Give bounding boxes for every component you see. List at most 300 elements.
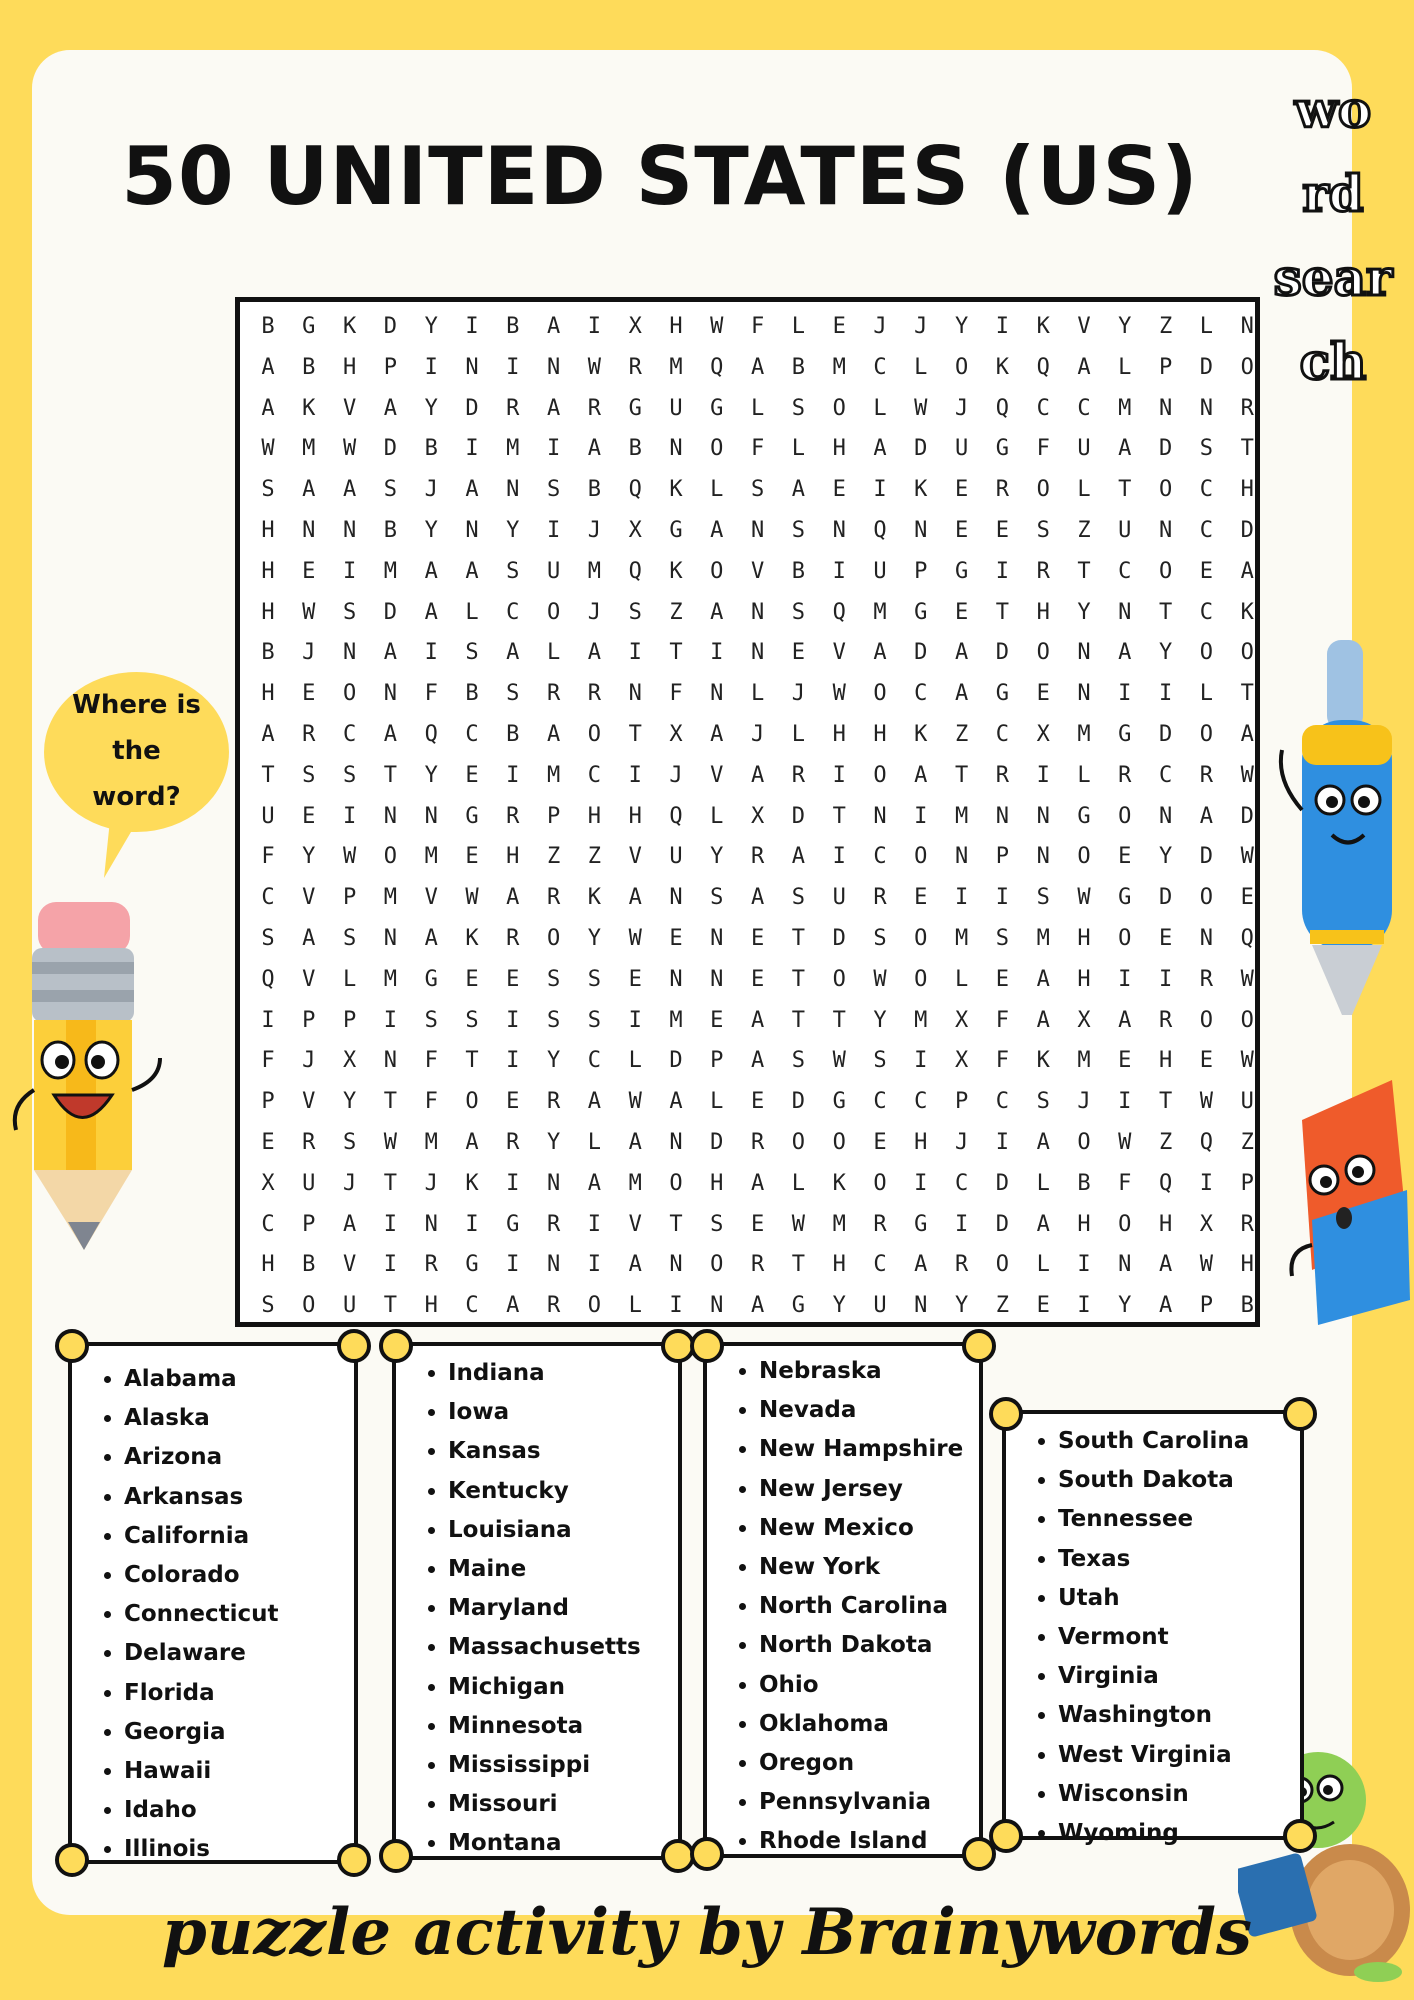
grid-cell[interactable]: T [261,762,275,788]
grid-cell[interactable]: R [1240,395,1254,421]
grid-cell[interactable]: I [995,1130,1010,1155]
grid-cell[interactable]: I [546,436,561,462]
grid-cell[interactable]: A [342,1211,357,1237]
grid-cell[interactable]: S [261,477,275,503]
grid-cell[interactable]: D [995,640,1010,666]
grid-cell[interactable]: S [587,966,602,992]
grid-cell[interactable]: E [1118,1048,1132,1074]
grid-cell[interactable]: A [587,436,602,462]
grid-cell[interactable]: D [791,1089,806,1115]
grid-cell[interactable]: R [873,885,887,911]
grid-cell[interactable]: N [1118,1252,1132,1278]
grid-cell[interactable]: L [750,395,765,421]
grid-cell[interactable]: A [750,1293,765,1319]
grid-cell[interactable]: Y [424,762,438,788]
grid-cell[interactable]: T [383,1293,398,1319]
grid-cell[interactable]: E [1158,926,1173,951]
grid-cell[interactable]: H [261,558,275,584]
grid-cell[interactable]: I [1199,1170,1214,1196]
grid-cell[interactable]: O [873,681,887,707]
grid-cell[interactable]: N [914,1293,928,1319]
grid-cell[interactable]: R [1118,762,1132,788]
grid-cell[interactable]: Z [587,844,602,870]
grid-cell[interactable]: G [424,966,438,992]
grid-cell[interactable]: A [383,395,398,421]
grid-cell[interactable]: L [342,966,357,992]
grid-cell[interactable]: G [914,1211,928,1237]
grid-cell[interactable]: H [710,1170,724,1196]
grid-cell[interactable]: A [546,722,561,747]
grid-cell[interactable]: A [628,1130,642,1155]
grid-cell[interactable]: A [1240,722,1254,747]
grid-cell[interactable]: K [914,722,928,747]
grid-cell[interactable]: V [302,1089,316,1115]
grid-cell[interactable]: G [710,395,724,421]
grid-cell[interactable]: E [1036,1293,1050,1319]
grid-cell[interactable]: X [628,518,642,543]
grid-cell[interactable]: A [628,1252,642,1278]
grid-cell[interactable]: H [424,1293,438,1319]
grid-cell[interactable]: A [1158,1293,1173,1319]
grid-cell[interactable]: E [710,1007,724,1033]
grid-cell[interactable]: H [1036,599,1050,625]
grid-cell[interactable]: R [424,1252,438,1278]
grid-cell[interactable]: O [995,1252,1010,1278]
grid-cell[interactable]: A [1118,436,1132,462]
grid-cell[interactable]: W [587,354,602,380]
grid-cell[interactable]: T [995,599,1010,625]
grid-cell[interactable]: Y [1158,640,1173,666]
grid-cell[interactable]: Z [954,722,969,747]
grid-cell[interactable]: N [873,803,887,829]
grid-cell[interactable]: O [914,844,928,870]
grid-cell[interactable]: V [342,395,357,421]
grid-cell[interactable]: N [669,966,683,992]
grid-cell[interactable]: C [1158,762,1173,788]
grid-cell[interactable]: D [995,1211,1010,1237]
grid-cell[interactable]: L [710,803,724,829]
grid-cell[interactable]: S [342,926,357,951]
grid-cell[interactable]: I [506,354,520,380]
grid-cell[interactable]: H [587,803,602,829]
grid-cell[interactable]: N [995,803,1010,829]
grid-cell[interactable]: M [587,558,602,584]
grid-cell[interactable]: A [750,1007,765,1033]
grid-cell[interactable]: K [342,314,357,339]
grid-cell[interactable]: E [302,558,316,584]
grid-cell[interactable]: E [1240,885,1254,911]
grid-cell[interactable]: O [383,844,398,870]
grid-cell[interactable]: E [465,844,479,870]
grid-cell[interactable]: A [506,640,520,666]
grid-cell[interactable]: O [1240,640,1254,666]
grid-cell[interactable]: D [914,436,928,462]
grid-cell[interactable]: H [261,518,275,543]
grid-cell[interactable]: T [954,762,969,788]
grid-cell[interactable]: H [342,354,357,380]
grid-cell[interactable]: E [954,518,969,543]
grid-cell[interactable]: C [873,1252,887,1278]
grid-cell[interactable]: P [1240,1170,1254,1196]
grid-cell[interactable]: I [506,1170,520,1196]
grid-cell[interactable]: D [710,1130,724,1155]
grid-cell[interactable]: R [587,681,602,707]
grid-cell[interactable]: E [873,1130,887,1155]
grid-cell[interactable]: S [342,1130,357,1155]
grid-cell[interactable]: I [506,762,520,788]
grid-cell[interactable]: A [873,436,887,462]
grid-cell[interactable]: G [506,1211,520,1237]
grid-cell[interactable]: B [302,354,316,380]
grid-cell[interactable]: R [1036,558,1050,584]
grid-cell[interactable]: N [669,885,683,911]
grid-cell[interactable]: R [506,803,520,829]
grid-cell[interactable]: W [628,926,642,951]
grid-cell[interactable]: Y [424,314,438,339]
grid-cell[interactable]: A [1199,803,1214,829]
grid-cell[interactable]: N [710,966,724,992]
grid-cell[interactable]: S [1036,885,1050,911]
grid-cell[interactable]: C [1077,395,1091,421]
grid-cell[interactable]: Z [1158,314,1173,339]
grid-cell[interactable]: B [1240,1293,1254,1319]
grid-cell[interactable]: O [342,681,357,707]
grid-cell[interactable]: G [669,518,683,543]
grid-cell[interactable]: W [302,599,316,625]
grid-cell[interactable]: A [342,477,357,503]
grid-cell[interactable]: A [546,314,561,339]
grid-cell[interactable]: N [750,518,765,543]
grid-cell[interactable]: L [710,477,724,503]
grid-cell[interactable]: K [465,1170,479,1196]
grid-cell[interactable]: D [1240,803,1254,829]
grid-cell[interactable]: A [710,518,724,543]
grid-cell[interactable]: N [750,640,765,666]
grid-cell[interactable]: Q [1036,354,1050,380]
grid-cell[interactable]: T [628,722,642,747]
grid-cell[interactable]: N [302,518,316,543]
grid-cell[interactable]: P [546,803,561,829]
grid-cell[interactable]: I [1077,1252,1091,1278]
grid-cell[interactable]: Y [546,1048,561,1074]
grid-cell[interactable]: H [1158,1048,1173,1074]
grid-cell[interactable]: I [954,885,969,911]
grid-cell[interactable]: L [791,436,806,462]
grid-cell[interactable]: C [873,844,887,870]
grid-cell[interactable]: G [628,395,642,421]
grid-cell[interactable]: M [1118,395,1132,421]
grid-cell[interactable]: V [710,762,724,788]
grid-cell[interactable]: A [954,640,969,666]
grid-cell[interactable]: C [465,1293,479,1319]
grid-cell[interactable]: I [873,477,887,503]
grid-cell[interactable]: Z [1077,518,1091,543]
grid-cell[interactable]: S [587,1007,602,1033]
grid-cell[interactable]: X [1036,722,1050,747]
grid-cell[interactable]: N [546,354,561,380]
grid-cell[interactable]: C [914,681,928,707]
grid-cell[interactable]: I [628,1007,642,1033]
grid-cell[interactable]: O [1199,1007,1214,1033]
grid-cell[interactable]: D [995,1170,1010,1196]
grid-cell[interactable]: A [506,1293,520,1319]
grid-cell[interactable]: O [954,354,969,380]
grid-cell[interactable]: O [873,762,887,788]
grid-cell[interactable]: P [1199,1293,1214,1319]
grid-cell[interactable]: A [465,1130,479,1155]
grid-cell[interactable]: W [1240,762,1254,788]
grid-cell[interactable]: D [669,1048,683,1074]
grid-cell[interactable]: P [342,1007,357,1033]
grid-cell[interactable]: A [750,354,765,380]
grid-cell[interactable]: X [1077,1007,1091,1033]
grid-cell[interactable]: S [873,1048,887,1074]
grid-cell[interactable]: I [424,354,438,380]
grid-cell[interactable]: A [1036,1130,1050,1155]
grid-cell[interactable]: A [1240,558,1254,584]
grid-cell[interactable]: I [1036,762,1050,788]
grid-cell[interactable]: Y [710,844,724,870]
grid-cell[interactable]: C [873,1089,887,1115]
grid-cell[interactable]: S [791,885,806,911]
grid-cell[interactable]: J [954,395,969,421]
grid-cell[interactable]: A [383,640,398,666]
grid-cell[interactable]: A [914,1252,928,1278]
grid-cell[interactable]: O [914,926,928,951]
grid-cell[interactable]: O [587,722,602,747]
grid-cell[interactable]: P [995,844,1010,870]
grid-cell[interactable]: A [587,1089,602,1115]
grid-cell[interactable]: O [1240,1007,1254,1033]
grid-cell[interactable]: X [628,314,642,339]
grid-cell[interactable]: A [465,477,479,503]
grid-cell[interactable]: I [506,1007,520,1033]
grid-cell[interactable]: N [383,681,398,707]
grid-cell[interactable]: W [261,436,275,462]
grid-cell[interactable]: L [750,681,765,707]
grid-cell[interactable]: X [1199,1211,1214,1237]
grid-cell[interactable]: S [342,762,357,788]
grid-cell[interactable]: I [383,1007,398,1033]
grid-cell[interactable]: U [954,436,969,462]
grid-cell[interactable]: B [1077,1170,1091,1196]
grid-cell[interactable]: N [669,1252,683,1278]
grid-cell[interactable]: O [710,436,724,462]
grid-cell[interactable]: X [342,1048,357,1074]
grid-cell[interactable]: L [710,1089,724,1115]
grid-cell[interactable]: A [302,926,316,951]
grid-cell[interactable]: O [465,1089,479,1115]
grid-cell[interactable]: W [342,436,357,462]
grid-cell[interactable]: D [1199,354,1214,380]
grid-cell[interactable]: S [791,1048,806,1074]
grid-cell[interactable]: N [383,1048,398,1074]
grid-cell[interactable]: H [1077,1211,1091,1237]
grid-cell[interactable]: W [873,966,887,992]
grid-cell[interactable]: A [587,1170,602,1196]
grid-cell[interactable]: B [261,640,275,666]
grid-cell[interactable]: L [465,599,479,625]
grid-cell[interactable]: R [791,762,806,788]
grid-cell[interactable]: Y [873,1007,887,1033]
grid-cell[interactable]: J [302,640,316,666]
grid-cell[interactable]: R [1199,762,1214,788]
grid-cell[interactable]: I [465,436,479,462]
grid-cell[interactable]: S [261,926,275,951]
grid-cell[interactable]: U [1240,1089,1254,1115]
grid-cell[interactable]: W [1240,966,1254,992]
grid-cell[interactable]: A [750,885,765,911]
grid-cell[interactable]: O [832,966,846,992]
grid-cell[interactable]: R [506,926,520,951]
grid-cell[interactable]: F [424,681,438,707]
grid-cell[interactable]: O [1118,926,1132,951]
grid-cell[interactable]: R [546,1293,561,1319]
grid-cell[interactable]: A [424,926,438,951]
grid-cell[interactable]: V [1077,314,1091,339]
grid-cell[interactable]: U [669,844,683,870]
grid-cell[interactable]: N [1158,803,1173,829]
grid-cell[interactable]: O [1158,558,1173,584]
grid-cell[interactable]: Z [1240,1130,1254,1155]
grid-cell[interactable]: H [628,803,642,829]
grid-cell[interactable]: S [546,1007,561,1033]
grid-cell[interactable]: L [1199,681,1214,707]
grid-cell[interactable]: W [1240,844,1254,870]
grid-cell[interactable]: Q [1199,1130,1214,1155]
grid-cell[interactable]: A [424,558,438,584]
grid-cell[interactable]: M [383,558,398,584]
grid-cell[interactable]: E [1199,558,1214,584]
grid-cell[interactable]: L [546,640,561,666]
grid-cell[interactable]: S [342,599,357,625]
grid-cell[interactable]: M [954,803,969,829]
grid-cell[interactable]: B [261,314,275,339]
grid-cell[interactable]: T [791,966,806,992]
grid-cell[interactable]: G [832,1089,846,1115]
grid-cell[interactable]: T [1240,681,1254,707]
grid-cell[interactable]: Q [832,599,846,625]
grid-cell[interactable]: N [1158,395,1173,421]
grid-cell[interactable]: K [1240,599,1254,625]
grid-cell[interactable]: Y [302,844,316,870]
grid-cell[interactable]: S [506,558,520,584]
grid-cell[interactable]: F [1118,1170,1132,1196]
grid-cell[interactable]: M [832,354,846,380]
grid-cell[interactable]: Q [628,558,642,584]
grid-cell[interactable]: M [546,762,561,788]
grid-cell[interactable]: Y [424,518,438,543]
grid-cell[interactable]: A [750,1170,765,1196]
grid-cell[interactable]: S [995,926,1010,951]
grid-cell[interactable]: Y [506,518,520,543]
grid-cell[interactable]: O [1199,640,1214,666]
grid-cell[interactable]: L [873,395,887,421]
grid-cell[interactable]: N [465,518,479,543]
grid-cell[interactable]: R [546,1089,561,1115]
grid-cell[interactable]: I [669,1293,683,1319]
grid-cell[interactable]: I [1118,1089,1132,1115]
grid-cell[interactable]: V [832,640,846,666]
grid-cell[interactable]: I [261,1007,275,1033]
grid-cell[interactable]: D [383,599,398,625]
grid-cell[interactable]: A [261,722,275,747]
grid-cell[interactable]: C [995,722,1010,747]
grid-cell[interactable]: E [750,966,765,992]
grid-cell[interactable]: N [669,1130,683,1155]
grid-cell[interactable]: A [1118,640,1132,666]
grid-cell[interactable]: Z [1158,1130,1173,1155]
grid-cell[interactable]: N [1158,518,1173,543]
grid-cell[interactable]: L [1036,1252,1050,1278]
grid-cell[interactable]: I [342,803,357,829]
grid-cell[interactable]: H [832,436,846,462]
grid-cell[interactable]: Q [710,354,724,380]
grid-cell[interactable]: M [954,926,969,951]
grid-cell[interactable]: T [1158,1089,1173,1115]
grid-cell[interactable]: R [954,1252,969,1278]
grid-cell[interactable]: G [465,803,479,829]
grid-cell[interactable]: B [791,354,806,380]
grid-cell[interactable]: E [954,599,969,625]
grid-cell[interactable]: F [995,1007,1010,1033]
grid-cell[interactable]: A [465,558,479,584]
grid-cell[interactable]: C [1199,477,1214,503]
grid-cell[interactable]: A [1036,1211,1050,1237]
grid-cell[interactable]: A [750,1048,765,1074]
grid-cell[interactable]: I [587,1211,602,1237]
grid-cell[interactable]: J [342,1170,357,1196]
grid-cell[interactable]: E [506,1089,520,1115]
grid-cell[interactable]: T [1118,477,1132,503]
grid-cell[interactable]: A [710,599,724,625]
grid-cell[interactable]: X [750,803,765,829]
grid-cell[interactable]: F [750,436,765,462]
grid-cell[interactable]: Y [1118,314,1132,339]
grid-cell[interactable]: B [465,681,479,707]
grid-cell[interactable]: Z [669,599,683,625]
grid-cell[interactable]: N [342,640,357,666]
grid-cell[interactable]: M [914,1007,928,1033]
grid-cell[interactable]: D [1199,844,1214,870]
grid-cell[interactable]: D [1158,885,1173,911]
grid-cell[interactable]: J [302,1048,316,1074]
grid-cell[interactable]: B [424,436,438,462]
grid-cell[interactable]: Y [1158,844,1173,870]
grid-cell[interactable]: D [1158,436,1173,462]
grid-cell[interactable]: N [342,518,357,543]
grid-cell[interactable]: W [1199,1252,1214,1278]
grid-cell[interactable]: H [1077,926,1091,951]
grid-cell[interactable]: I [342,558,357,584]
grid-cell[interactable]: M [628,1170,642,1196]
grid-cell[interactable]: L [791,314,806,339]
grid-cell[interactable]: Q [1240,926,1254,951]
grid-cell[interactable]: N [669,436,683,462]
grid-cell[interactable]: R [750,1252,765,1278]
grid-cell[interactable]: C [1199,518,1214,543]
grid-cell[interactable]: E [302,803,316,829]
grid-cell[interactable]: M [424,844,438,870]
grid-cell[interactable]: M [669,1007,683,1033]
grid-cell[interactable]: P [914,558,928,584]
grid-cell[interactable]: Z [546,844,561,870]
grid-cell[interactable]: M [1077,1048,1091,1074]
grid-cell[interactable]: C [465,722,479,747]
grid-cell[interactable]: F [750,314,765,339]
grid-cell[interactable]: E [750,926,765,951]
grid-cell[interactable]: Q [873,518,887,543]
